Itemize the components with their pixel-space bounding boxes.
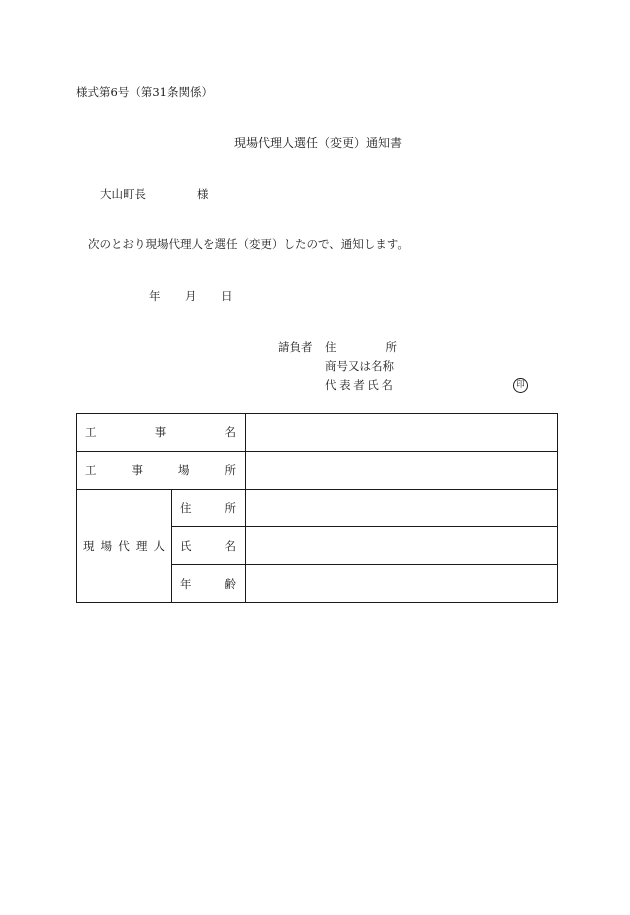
table-row: [77, 451, 558, 489]
date-year: 年: [149, 289, 161, 303]
label-char: 所: [224, 463, 236, 478]
addressee-honorific: 様: [197, 187, 209, 201]
table-row: [77, 414, 558, 452]
site-agent-group-label: [77, 489, 172, 602]
label-char: 理: [135, 538, 148, 553]
form-number: 様式第6号（第31条関係）: [76, 85, 213, 99]
address-label-char: 住: [325, 340, 337, 354]
construction-name-label: [77, 414, 246, 452]
agent-name-label: [172, 527, 246, 565]
contractor-company-label: 商号又は名称: [325, 359, 394, 373]
label-char: 工: [85, 463, 97, 478]
contractor-representative-label: 代表者氏名: [325, 378, 396, 392]
agent-address-value[interactable]: [246, 489, 558, 527]
label-char: 齢: [224, 576, 236, 591]
label-char: 事: [154, 425, 167, 440]
label-char: 名: [224, 425, 236, 440]
agent-age-label: [172, 565, 246, 603]
label-char: 住: [180, 500, 192, 515]
body-text: 次のとおり現場代理人を選任（変更）したので、通知します。: [88, 237, 409, 251]
construction-name-value[interactable]: [246, 414, 558, 452]
address-label-char: 所: [385, 340, 397, 354]
label-char: 事: [131, 463, 143, 478]
date-day: 日: [221, 289, 233, 303]
agent-info-table: [76, 413, 558, 603]
label-char: 工: [85, 425, 97, 440]
label-char: 代: [118, 538, 130, 553]
agent-age-value[interactable]: [246, 565, 558, 603]
date-month: 月: [185, 289, 197, 303]
label-char: 人: [153, 538, 165, 553]
document-title: 現場代理人選任（変更）通知書: [234, 136, 403, 150]
table-row: [77, 489, 558, 527]
contractor-address-label: [325, 342, 397, 354]
addressee-name: 大山町長: [100, 187, 146, 201]
label-char: 氏: [180, 538, 192, 553]
construction-site-label: [77, 451, 246, 489]
construction-site-value[interactable]: [246, 451, 558, 489]
agent-name-value[interactable]: [246, 527, 558, 565]
agent-address-label: [172, 489, 246, 527]
label-char: 現: [83, 538, 95, 553]
label-char: 所: [224, 500, 236, 515]
label-char: 名: [224, 538, 236, 553]
label-char: 場: [178, 463, 190, 478]
seal-mark: 印: [513, 378, 528, 393]
label-char: 年: [180, 576, 192, 591]
label-char: 場: [100, 538, 113, 553]
contractor-label: 請負者: [278, 340, 313, 354]
